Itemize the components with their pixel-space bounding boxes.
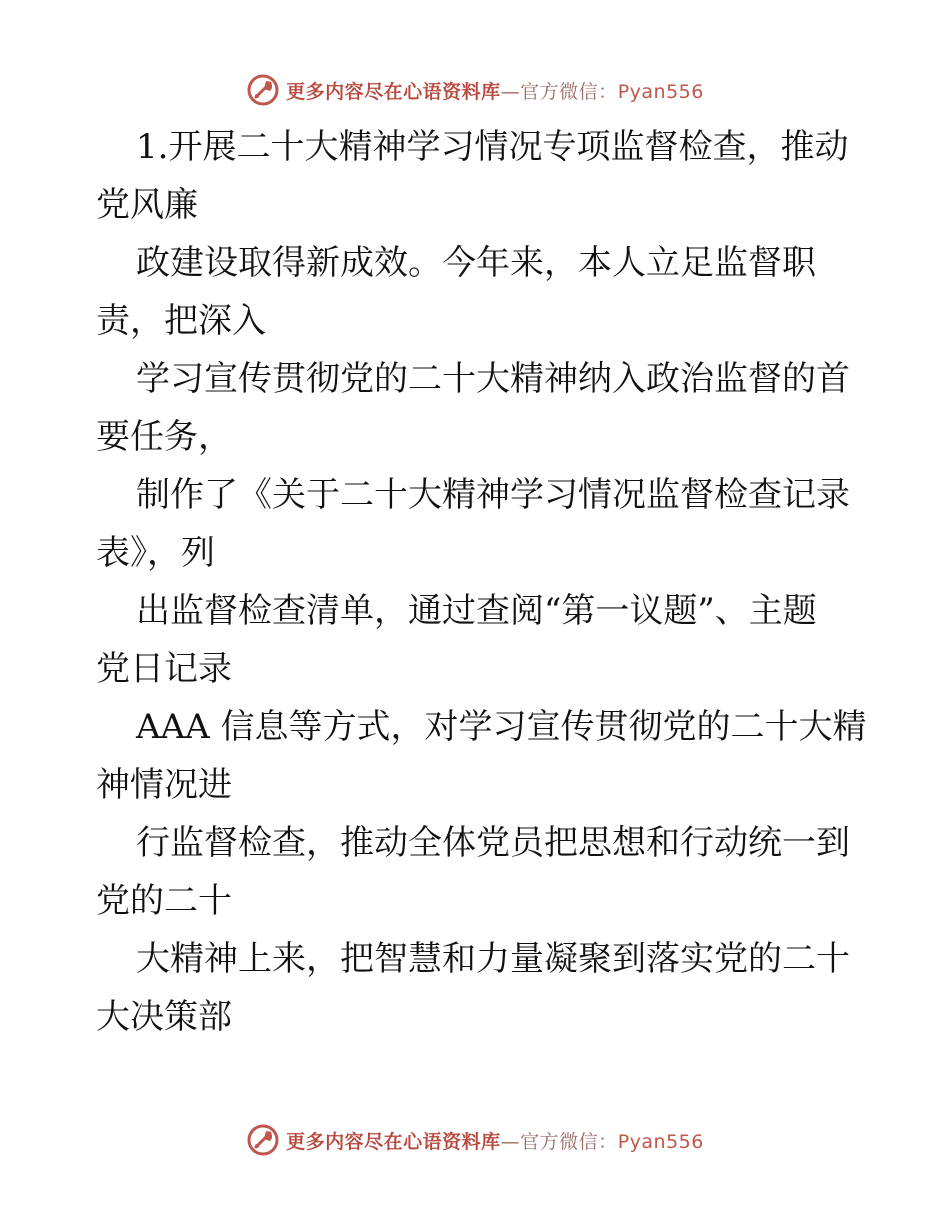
quill-circle-logo-icon	[246, 73, 280, 107]
paragraph-line: 学习宣传贯彻党的二十大精神纳入政治监督的首	[136, 359, 850, 399]
paragraph-line: 责，把深入	[96, 301, 266, 341]
paragraph-line: 党日记录	[96, 649, 232, 689]
paragraph-line: 党风廉	[96, 185, 198, 225]
watermark-text	[286, 1127, 704, 1154]
paragraph-line: 1.开展二十大精神学习情况专项监督检查，推动	[136, 127, 849, 167]
document-body	[96, 118, 867, 1046]
watermark-footer	[0, 1120, 950, 1160]
paragraph-line: 大精神上来，把智慧和力量凝聚到落实党的二十	[136, 939, 850, 979]
paragraph-line: 神情况进	[96, 765, 232, 805]
paragraph-1	[96, 118, 856, 234]
paragraph-5	[96, 582, 856, 698]
paragraph-7	[96, 814, 856, 930]
watermark-id: Pyan556	[617, 1130, 704, 1153]
watermark-main: 更多内容尽在心语资料库	[286, 80, 501, 103]
watermark-dash: —	[500, 80, 521, 103]
paragraph-line: 大决策部	[96, 997, 232, 1037]
paragraph-line: 行监督检查，推动全体党员把思想和行动统一到	[136, 823, 850, 863]
paragraph-line: AAA 信息等方式，对学习宣传贯彻党的二十大精	[136, 707, 867, 747]
paragraph-line: 要任务，	[96, 417, 232, 457]
paragraph-line: 出监督检查清单，通过查阅“第一议题”、主题	[136, 591, 817, 631]
paragraph-4	[96, 466, 856, 582]
watermark-text	[286, 77, 704, 104]
watermark-sub: 官方微信：	[520, 1130, 618, 1153]
watermark-main: 更多内容尽在心语资料库	[286, 1130, 501, 1153]
paragraph-line: 党的二十	[96, 881, 232, 921]
quill-circle-logo-icon	[246, 1123, 280, 1157]
watermark-header	[0, 70, 950, 110]
paragraph-line: 政建设取得新成效。今年来，本人立足监督职	[136, 243, 816, 283]
paragraph-8	[96, 930, 856, 1046]
watermark-id: Pyan556	[617, 80, 704, 103]
paragraph-6	[96, 698, 867, 814]
watermark-dash: —	[500, 1130, 521, 1153]
paragraph-3	[96, 350, 856, 466]
paragraph-line: 表》，列	[96, 533, 215, 573]
paragraph-2	[96, 234, 856, 350]
watermark-sub: 官方微信：	[520, 80, 618, 103]
paragraph-line: 制作了《关于二十大精神学习情况监督检查记录	[136, 475, 850, 515]
